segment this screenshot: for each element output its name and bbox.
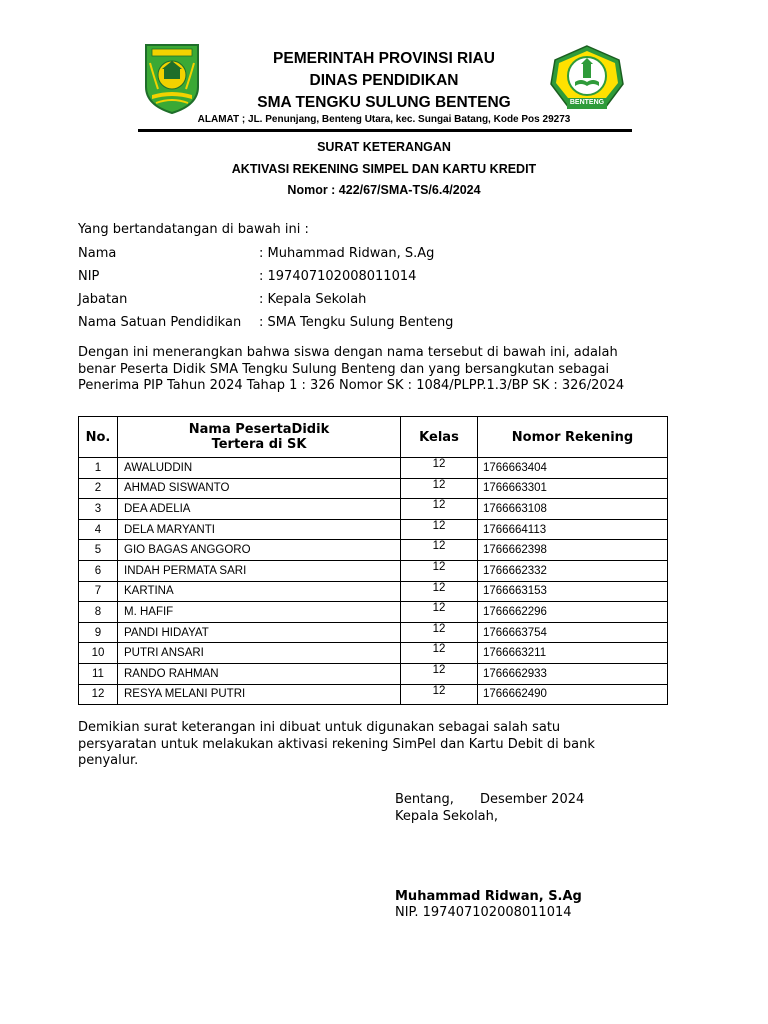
cell-no: 12 (79, 684, 118, 705)
cell-rekening: 1766664113 (478, 519, 668, 540)
signature-position: Kepala Sekolah, (395, 809, 499, 824)
document-subtitle: AKTIVASI REKENING SIMPEL DAN KARTU KREDIT (231, 162, 537, 176)
cell-name: AWALUDDIN (118, 458, 401, 479)
closing-line: Demikian surat keterangan ini dibuat untuk digunakan sebagai salah satu (78, 720, 561, 735)
cell-name: RANDO RAHMAN (118, 663, 401, 684)
cell-no: 8 (79, 602, 118, 623)
field-value-satuan: : SMA Tengku Sulung Benteng (259, 315, 454, 330)
letterhead-divider (138, 129, 632, 132)
closing-paragraph (78, 720, 698, 770)
cell-kelas: 12 (401, 643, 478, 664)
header-name-line: Tertera di SK (211, 437, 307, 452)
cell-no: 2 (79, 478, 118, 499)
cell-kelas: 12 (401, 499, 478, 520)
cell-name: M. HAFIF (118, 602, 401, 623)
cell-kelas: 12 (401, 540, 478, 561)
cell-name: GIO BAGAS ANGGORO (118, 540, 401, 561)
cell-rekening: 1766662490 (478, 684, 668, 705)
table-row (79, 540, 668, 561)
cell-kelas: 12 (401, 519, 478, 540)
closing-line: penyalur. (78, 753, 139, 768)
signature-name: Muhammad Ridwan, S.Ag (395, 889, 582, 904)
header-no: No. (79, 417, 118, 458)
cell-name: PANDI HIDAYAT (118, 622, 401, 643)
cell-kelas: 12 (401, 602, 478, 623)
field-value-jabatan: : Kepala Sekolah (259, 292, 367, 307)
cell-rekening: 1766663754 (478, 622, 668, 643)
signature-place: Bentang, (395, 792, 454, 807)
table-row (79, 684, 668, 705)
statement-line: Penerima PIP Tahun 2024 Tahap 1 : 326 Nomor SK : 1084/PLPP.1.3/BP SK : 326/2024 (78, 378, 625, 393)
header-rekening: Nomor Rekening (478, 417, 668, 458)
letterhead-department: DINAS PENDIDIKAN (309, 72, 459, 89)
table-row (79, 643, 668, 664)
cell-no: 11 (79, 663, 118, 684)
cell-kelas: 12 (401, 684, 478, 705)
table-row (79, 499, 668, 520)
statement-line: Dengan ini menerangkan bahwa siswa dengan nama tersebut di bawah ini, adalah (78, 345, 618, 360)
cell-no: 9 (79, 622, 118, 643)
school-emblem-label: BENTENG (569, 99, 605, 106)
cell-name: DEA ADELIA (118, 499, 401, 520)
cell-no: 6 (79, 560, 118, 581)
header-name (118, 417, 401, 458)
cell-rekening: 1766662398 (478, 540, 668, 561)
cell-no: 10 (79, 643, 118, 664)
table-header-row (79, 417, 668, 458)
cell-no: 5 (79, 540, 118, 561)
cell-rekening: 1766662933 (478, 663, 668, 684)
table-row (79, 478, 668, 499)
letterhead-address: ALAMAT ; JL. Penunjang, Benteng Utara, kec. Sungai Batang, Kode Pos 29273 (197, 114, 571, 125)
header-name-line: Nama PesertaDidik (188, 422, 330, 437)
table-row (79, 581, 668, 602)
letterhead-school: SMA TENGKU SULUNG BENTENG (257, 94, 511, 111)
cell-rekening: 1766662296 (478, 602, 668, 623)
cell-name: RESYA MELANI PUTRI (118, 684, 401, 705)
statement-paragraph (78, 345, 678, 395)
cell-name: PUTRI ANSARI (118, 643, 401, 664)
cell-kelas: 12 (401, 458, 478, 479)
field-label-nip: NIP (78, 269, 100, 284)
cell-no: 3 (79, 499, 118, 520)
table-row (79, 663, 668, 684)
closing-line: persyaratan untuk melakukan aktivasi rekening SimPel dan Kartu Debit di bank (78, 736, 595, 752)
signature-nip: NIP. 197407102008011014 (395, 905, 572, 920)
students-table (78, 416, 668, 705)
table-row (79, 602, 668, 623)
cell-name: AHMAD SISWANTO (118, 478, 401, 499)
cell-rekening: 1766663404 (478, 458, 668, 479)
field-label-jabatan: Jabatan (78, 292, 128, 307)
cell-kelas: 12 (401, 663, 478, 684)
cell-no: 7 (79, 581, 118, 602)
cell-kelas: 12 (401, 560, 478, 581)
cell-name: INDAH PERMATA SARI (118, 560, 401, 581)
field-label-satuan: Nama Satuan Pendidikan (78, 315, 242, 330)
field-label-nama: Nama (78, 246, 117, 261)
table-row (79, 560, 668, 581)
table-row (79, 519, 668, 540)
letterhead-province: PEMERINTAH PROVINSI RIAU (273, 50, 495, 67)
cell-kelas: 12 (401, 478, 478, 499)
cell-rekening: 1766662332 (478, 560, 668, 581)
cell-kelas: 12 (401, 581, 478, 602)
table-row (79, 458, 668, 479)
cell-name: DELA MARYANTI (118, 519, 401, 540)
table-row (79, 622, 668, 643)
cell-rekening: 1766663108 (478, 499, 668, 520)
cell-no: 4 (79, 519, 118, 540)
signature-date: Desember 2024 (480, 792, 585, 807)
document-number: Nomor : 422/67/SMA-TS/6.4/2024 (287, 183, 481, 197)
field-value-nip: : 197407102008011014 (259, 269, 417, 284)
intro-text: Yang bertandatangan di bawah ini : (78, 222, 309, 237)
cell-rekening: 1766663211 (478, 643, 668, 664)
statement-line: benar Peserta Didik SMA Tengku Sulung Benteng dan yang bersangkutan sebagai (78, 361, 610, 377)
cell-name: KARTINA (118, 581, 401, 602)
cell-kelas: 12 (401, 622, 478, 643)
header-kelas: Kelas (401, 417, 478, 458)
cell-rekening: 1766663153 (478, 581, 668, 602)
document-title: SURAT KETERANGAN (317, 140, 451, 154)
field-value-nama: : Muhammad Ridwan, S.Ag (259, 246, 435, 261)
cell-no: 1 (79, 458, 118, 479)
cell-rekening: 1766663301 (478, 478, 668, 499)
